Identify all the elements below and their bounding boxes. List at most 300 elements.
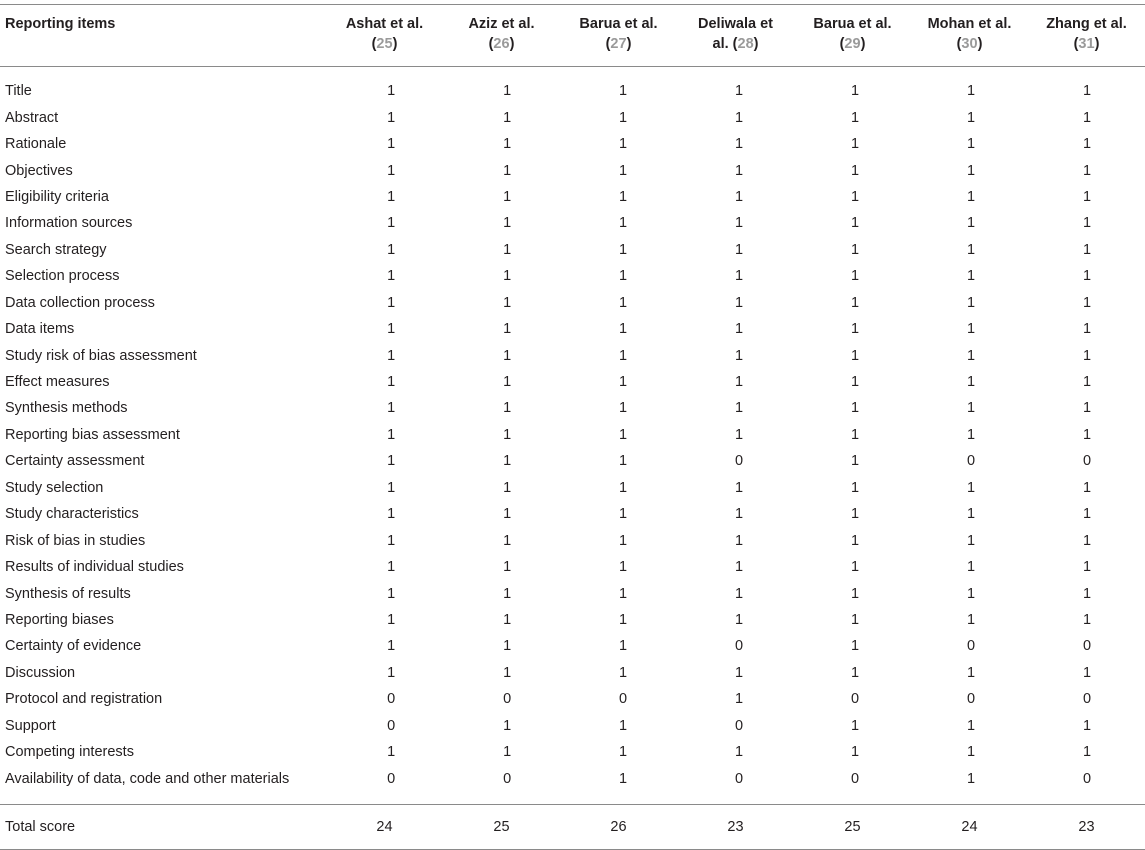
row-label: Rationale: [5, 136, 67, 153]
score-cell: 1: [851, 611, 860, 628]
citation-ref-link[interactable]: 31: [1078, 36, 1095, 52]
score-cell: 1: [1082, 664, 1092, 681]
row-label: Certainty of evidence: [5, 638, 142, 655]
header-study-name: Ashat et al.: [345, 16, 424, 32]
score-cell: 1: [967, 162, 976, 179]
score-cell: 1: [1082, 400, 1092, 417]
score-cell: 1: [619, 215, 628, 232]
header-study-3: [560, 14, 677, 66]
citation-open: al. (: [712, 36, 738, 52]
score-cell: 1: [735, 241, 744, 258]
table-row: [0, 237, 1145, 263]
score-cell: 1: [1082, 506, 1092, 523]
row-label: Discussion: [5, 664, 76, 681]
score-cell: 0: [735, 638, 744, 655]
score-cell: 1: [851, 347, 860, 364]
score-cell: 1: [967, 294, 976, 311]
row-label: Synthesis of results: [5, 585, 131, 602]
score-cell: 1: [1082, 136, 1092, 153]
score-cell: 1: [735, 744, 744, 761]
score-cell: 1: [387, 479, 396, 496]
citation-ref-link[interactable]: 25: [376, 36, 393, 52]
score-cell: 1: [619, 559, 628, 576]
citation-close: ): [1094, 36, 1100, 52]
score-cell: 1: [967, 585, 976, 602]
score-cell: 1: [619, 638, 628, 655]
score-cell: 1: [619, 426, 628, 443]
score-cell: 1: [503, 268, 512, 285]
score-cell: 1: [851, 479, 860, 496]
table-row: [0, 580, 1145, 606]
score-cell: 1: [503, 374, 512, 391]
score-cell: 1: [851, 532, 860, 549]
header-study-citation: [1028, 34, 1145, 54]
score-cell: 1: [735, 400, 744, 417]
row-label: Availability of data, code and other materials: [5, 770, 290, 787]
score-cell: 1: [619, 321, 628, 338]
citation-ref-link[interactable]: 28: [737, 36, 754, 52]
score-cell: 1: [619, 744, 628, 761]
score-cell: 1: [619, 136, 628, 153]
score-cell: 1: [387, 611, 396, 628]
score-cell: 1: [619, 241, 628, 258]
score-cell: 1: [619, 374, 628, 391]
score-cell: 1: [967, 611, 976, 628]
total-score-cell: 24: [961, 818, 978, 835]
row-label: Synthesis methods: [5, 400, 128, 417]
score-cell: 1: [1082, 479, 1092, 496]
score-cell: 1: [619, 717, 628, 734]
table-row: [0, 554, 1145, 580]
score-cell: 1: [851, 717, 860, 734]
header-study-name: Barua et al.: [579, 16, 658, 32]
citation-close: ): [626, 36, 632, 52]
score-cell: 1: [967, 479, 976, 496]
score-cell: 1: [503, 426, 512, 443]
total-row: [0, 805, 1145, 849]
citation-ref-link[interactable]: 29: [844, 36, 861, 52]
score-cell: 1: [1082, 374, 1092, 391]
score-cell: 1: [851, 426, 860, 443]
score-cell: 1: [735, 83, 744, 100]
score-cell: 1: [735, 162, 744, 179]
score-cell: 1: [387, 532, 396, 549]
score-cell: 1: [967, 215, 976, 232]
score-cell: 1: [851, 506, 860, 523]
citation-close: ): [860, 36, 866, 52]
row-label: Risk of bias in studies: [5, 532, 146, 549]
score-cell: 1: [735, 374, 744, 391]
row-label: Study risk of bias assessment: [5, 347, 197, 364]
header-study-name: Aziz et al.: [468, 16, 535, 32]
table-row: [0, 263, 1145, 289]
row-label: Study characteristics: [5, 506, 139, 523]
row-label: Reporting biases: [5, 611, 114, 628]
score-cell: 1: [503, 400, 512, 417]
citation-open: (: [1073, 36, 1079, 52]
score-cell: 1: [619, 294, 628, 311]
score-cell: 1: [503, 559, 512, 576]
row-label: Title: [5, 83, 32, 100]
score-cell: 1: [619, 188, 628, 205]
row-label: Support: [5, 717, 56, 734]
score-cell: 1: [735, 268, 744, 285]
score-cell: 1: [387, 400, 396, 417]
score-cell: 1: [967, 532, 976, 549]
score-cell: 1: [387, 136, 396, 153]
total-score-cell: 25: [493, 818, 510, 835]
row-label: Data collection process: [5, 294, 155, 311]
score-cell: 1: [387, 83, 396, 100]
score-cell: 1: [503, 109, 512, 126]
score-cell: 1: [735, 664, 744, 681]
score-cell: 1: [735, 294, 744, 311]
score-cell: 1: [967, 136, 976, 153]
table-row: [0, 184, 1145, 210]
score-cell: 1: [503, 347, 512, 364]
table-row: [0, 395, 1145, 421]
score-cell: 1: [387, 664, 396, 681]
score-cell: 1: [967, 109, 976, 126]
score-cell: 1: [735, 215, 744, 232]
citation-close: ): [509, 36, 515, 52]
score-cell: 1: [851, 638, 860, 655]
score-cell: 1: [967, 506, 976, 523]
table-row: [0, 607, 1145, 633]
score-cell: 0: [387, 770, 396, 787]
score-cell: 1: [851, 83, 860, 100]
table-row: [0, 422, 1145, 448]
score-cell: 1: [967, 241, 976, 258]
header-study-citation: [677, 34, 794, 54]
score-cell: 1: [851, 664, 860, 681]
score-cell: 1: [967, 717, 976, 734]
total-score-cell: 23: [1078, 818, 1095, 835]
score-cell: 1: [503, 241, 512, 258]
citation-open: (: [605, 36, 611, 52]
table-header: [0, 5, 1145, 66]
score-cell: 1: [503, 188, 512, 205]
score-cell: 1: [735, 611, 744, 628]
score-cell: 0: [1082, 770, 1092, 787]
score-cell: 1: [387, 347, 396, 364]
score-cell: 1: [967, 188, 976, 205]
score-cell: 1: [851, 744, 860, 761]
score-cell: 1: [735, 559, 744, 576]
score-cell: 1: [735, 532, 744, 549]
score-cell: 0: [967, 691, 976, 708]
score-cell: 1: [967, 347, 976, 364]
table-body: [0, 67, 1145, 804]
table-row: [0, 157, 1145, 183]
score-cell: 1: [387, 321, 396, 338]
score-cell: 1: [503, 638, 512, 655]
header-study-6: [911, 14, 1028, 66]
score-cell: 1: [1082, 611, 1092, 628]
score-cell: 1: [1082, 109, 1092, 126]
header-study-citation: [443, 34, 560, 54]
header-study-1: [326, 14, 443, 66]
score-cell: 1: [387, 585, 396, 602]
score-cell: 0: [503, 691, 512, 708]
header-study-citation: [326, 34, 443, 54]
score-cell: 1: [967, 559, 976, 576]
header-columns: [326, 14, 1145, 66]
citation-open: (: [488, 36, 494, 52]
score-cell: 0: [735, 770, 744, 787]
row-label: Objectives: [5, 162, 73, 179]
table-row: [0, 316, 1145, 342]
row-label: Certainty assessment: [5, 453, 145, 470]
score-cell: 1: [503, 717, 512, 734]
score-cell: 1: [735, 321, 744, 338]
score-cell: 0: [1082, 638, 1092, 655]
score-cell: 1: [735, 136, 744, 153]
score-cell: 1: [1082, 241, 1092, 258]
score-cell: 1: [1082, 426, 1092, 443]
table-row: [0, 765, 1145, 791]
citation-ref-link[interactable]: 27: [610, 36, 627, 52]
score-cell: 1: [967, 83, 976, 100]
score-cell: 1: [503, 83, 512, 100]
score-cell: 1: [387, 453, 396, 470]
table-row: [0, 104, 1145, 130]
score-cell: 1: [967, 321, 976, 338]
score-cell: 1: [735, 479, 744, 496]
citation-ref-link[interactable]: 26: [493, 36, 510, 52]
score-cell: 1: [1082, 188, 1092, 205]
score-cell: 1: [851, 294, 860, 311]
row-label: Abstract: [5, 109, 59, 126]
score-cell: 1: [967, 426, 976, 443]
score-cell: 1: [735, 426, 744, 443]
score-cell: 1: [387, 294, 396, 311]
header-study-citation: [560, 34, 677, 54]
score-cell: 1: [1082, 585, 1092, 602]
score-cell: 1: [619, 532, 628, 549]
citation-open: (: [956, 36, 962, 52]
score-cell: 1: [1082, 162, 1092, 179]
score-cell: 1: [851, 559, 860, 576]
score-cell: 1: [619, 506, 628, 523]
score-cell: 1: [387, 162, 396, 179]
score-cell: 1: [387, 559, 396, 576]
citation-close: ): [753, 36, 759, 52]
total-score-cell: 25: [844, 818, 861, 835]
score-cell: 1: [619, 479, 628, 496]
citation-close: ): [977, 36, 983, 52]
score-cell: 1: [967, 374, 976, 391]
row-label: Reporting bias assessment: [5, 426, 180, 443]
score-cell: 1: [387, 426, 396, 443]
score-cell: 1: [503, 453, 512, 470]
row-label: Information sources: [5, 215, 133, 232]
score-cell: 1: [619, 83, 628, 100]
score-cell: 1: [619, 109, 628, 126]
total-score-cell: 23: [727, 818, 744, 835]
citation-ref-link[interactable]: 30: [961, 36, 978, 52]
score-cell: 1: [503, 162, 512, 179]
score-cell: 1: [1082, 559, 1092, 576]
score-cell: 1: [503, 744, 512, 761]
score-cell: 1: [503, 664, 512, 681]
citation-open: (: [371, 36, 377, 52]
table-row: [0, 686, 1145, 712]
score-cell: 1: [851, 162, 860, 179]
score-cell: 1: [503, 294, 512, 311]
header-study-name: Zhang et al.: [1046, 16, 1127, 32]
score-cell: 1: [503, 585, 512, 602]
score-cell: 1: [619, 585, 628, 602]
row-label: Protocol and registration: [5, 691, 163, 708]
score-cell: 1: [503, 215, 512, 232]
header-study-name: Barua et al.: [813, 16, 892, 32]
score-cell: 1: [619, 268, 628, 285]
score-cell: 0: [1082, 453, 1092, 470]
table-row: [0, 369, 1145, 395]
score-cell: 1: [967, 664, 976, 681]
table-row: [0, 342, 1145, 368]
row-label: Eligibility criteria: [5, 188, 109, 205]
score-cell: 1: [851, 109, 860, 126]
total-score-cell: 26: [610, 818, 627, 835]
table-row: [0, 210, 1145, 236]
table-row: [0, 713, 1145, 739]
header-reporting-items: Reporting items: [5, 16, 116, 32]
total-values: [326, 819, 1145, 835]
score-cell: 1: [851, 321, 860, 338]
header-study-name: Mohan et al.: [927, 16, 1012, 32]
score-cell: 1: [503, 532, 512, 549]
score-cell: 1: [1082, 83, 1092, 100]
score-cell: 1: [851, 188, 860, 205]
score-cell: 1: [851, 400, 860, 417]
score-cell: 0: [851, 770, 860, 787]
header-study-citation: [794, 34, 911, 54]
header-study-4: [677, 14, 794, 66]
table-row: [0, 660, 1145, 686]
score-cell: 1: [851, 215, 860, 232]
score-cell: 1: [387, 744, 396, 761]
row-label: Data items: [5, 321, 75, 338]
citation-open: (: [839, 36, 845, 52]
table-row: [0, 739, 1145, 765]
row-label: Results of individual studies: [5, 559, 184, 576]
total-label: Total score: [5, 818, 76, 835]
score-cell: 1: [967, 400, 976, 417]
score-cell: 1: [619, 162, 628, 179]
row-label: Selection process: [5, 268, 120, 285]
total-score-cell: 24: [376, 818, 393, 835]
score-cell: 1: [967, 770, 976, 787]
row-label: Effect measures: [5, 374, 110, 391]
score-cell: 1: [619, 664, 628, 681]
score-cell: 0: [851, 691, 860, 708]
score-cell: 1: [735, 188, 744, 205]
score-cell: 1: [1082, 744, 1092, 761]
table-row: [0, 527, 1145, 553]
score-cell: 1: [851, 453, 860, 470]
score-cell: 1: [851, 374, 860, 391]
header-study-citation: [911, 34, 1028, 54]
score-cell: 0: [967, 638, 976, 655]
score-cell: 1: [503, 506, 512, 523]
table-row: [0, 475, 1145, 501]
table-row: [0, 131, 1145, 157]
score-cell: 1: [503, 611, 512, 628]
score-cell: 1: [619, 347, 628, 364]
score-cell: 1: [387, 268, 396, 285]
header-study-7: [1028, 14, 1145, 66]
table-row: [0, 633, 1145, 659]
score-cell: 1: [1082, 347, 1092, 364]
score-cell: 1: [619, 400, 628, 417]
score-cell: 1: [1082, 215, 1092, 232]
score-cell: 1: [1082, 268, 1092, 285]
score-cell: 1: [967, 744, 976, 761]
score-cell: 1: [387, 506, 396, 523]
score-cell: 1: [387, 215, 396, 232]
score-cell: 0: [1082, 691, 1092, 708]
score-cell: 0: [619, 691, 628, 708]
score-cell: 1: [735, 691, 744, 708]
score-cell: 1: [387, 638, 396, 655]
score-cell: 1: [1082, 717, 1092, 734]
row-label: Search strategy: [5, 241, 107, 258]
prisma-table: [0, 4, 1145, 850]
row-label: Study selection: [5, 479, 104, 496]
score-cell: 1: [735, 585, 744, 602]
score-cell: 1: [735, 506, 744, 523]
score-cell: 1: [387, 241, 396, 258]
score-cell: 0: [735, 453, 744, 470]
score-cell: 1: [619, 770, 628, 787]
score-cell: 1: [619, 453, 628, 470]
score-cell: 1: [851, 241, 860, 258]
score-cell: 1: [735, 109, 744, 126]
table-row: [0, 448, 1145, 474]
score-cell: 1: [1082, 294, 1092, 311]
score-cell: 0: [735, 717, 744, 734]
score-cell: 1: [387, 188, 396, 205]
score-cell: 0: [387, 717, 396, 734]
score-cell: 1: [503, 136, 512, 153]
score-cell: 1: [851, 268, 860, 285]
score-cell: 0: [503, 770, 512, 787]
score-cell: 0: [967, 453, 976, 470]
citation-close: ): [392, 36, 398, 52]
score-cell: 1: [619, 611, 628, 628]
score-cell: 1: [503, 479, 512, 496]
score-cell: 1: [387, 374, 396, 391]
table-row: [0, 290, 1145, 316]
score-cell: 1: [387, 109, 396, 126]
score-cell: 1: [1082, 321, 1092, 338]
row-label: Competing interests: [5, 744, 134, 761]
table-row: [0, 78, 1145, 104]
header-study-name: Deliwala et: [698, 16, 773, 32]
header-study-5: [794, 14, 911, 66]
score-cell: 1: [967, 268, 976, 285]
score-cell: 1: [1082, 532, 1092, 549]
header-study-2: [443, 14, 560, 66]
score-cell: 1: [503, 321, 512, 338]
score-cell: 1: [851, 585, 860, 602]
score-cell: 0: [387, 691, 396, 708]
score-cell: 1: [735, 347, 744, 364]
score-cell: 1: [851, 136, 860, 153]
table-row: [0, 501, 1145, 527]
